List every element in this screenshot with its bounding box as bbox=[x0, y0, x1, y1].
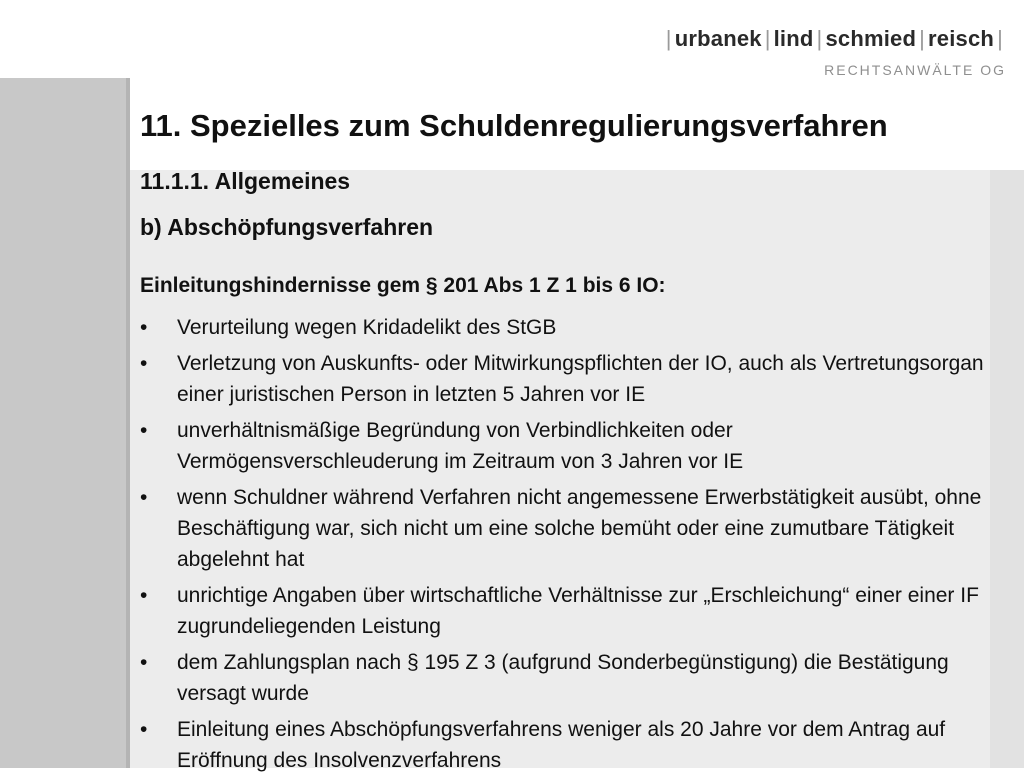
bullet-dot: • bbox=[140, 486, 148, 509]
firm-name-part: lind bbox=[773, 26, 814, 51]
bullet-text: dem Zahlungsplan nach § 195 Z 3 (aufgrund Sonderbegünstigung) die Bestätigung versagt wurde bbox=[177, 651, 949, 705]
logo-separator: | bbox=[665, 26, 672, 51]
firm-name-part: reisch bbox=[928, 26, 995, 51]
bullet-item bbox=[140, 647, 990, 709]
firm-subtitle: RECHTSANWÄLTE OG bbox=[824, 62, 1006, 78]
bullet-dot: • bbox=[140, 718, 148, 741]
bullet-item bbox=[140, 714, 990, 776]
slide-subtitle: 11.1.1. Allgemeines bbox=[140, 168, 351, 194]
bullet-dot: • bbox=[140, 584, 148, 607]
bullet-list bbox=[140, 312, 990, 781]
bullet-item bbox=[140, 580, 990, 642]
bullet-text: wenn Schuldner während Verfahren nicht angemessene Erwerbstätigkeit ausübt, ohne Beschäftigung war, sich nicht um eine solche bemüht oder eine zumutbare Tätigkeit abgelehnt hat bbox=[177, 486, 982, 571]
bullet-text: unrichtige Angaben über wirtschaftliche Verhältnisse zur „Erschleichung“ einer einer IF zugrundeliegenden Leistung bbox=[177, 584, 979, 638]
logo-separator: | bbox=[919, 26, 926, 51]
right-decorative-strip bbox=[990, 170, 1024, 768]
intro-line: Einleitungshindernisse gem § 201 Abs 1 Z 1 bis 6 IO: bbox=[140, 274, 666, 297]
bullet-text: Verurteilung wegen Kridadelikt des StGB bbox=[177, 316, 557, 339]
firm-logo bbox=[663, 26, 1006, 78]
bullet-text: unverhältnismäßige Begründung von Verbindlichkeiten oder Vermögensverschleuderung im Zeitraum von 3 Jahren vor IE bbox=[177, 419, 744, 473]
section-heading: b) Abschöpfungsverfahren bbox=[140, 214, 434, 240]
left-decorative-bar bbox=[0, 78, 126, 768]
bullet-text: Einleitung eines Abschöpfungsverfahrens weniger als 20 Jahre vor dem Antrag auf Eröffnung des Insolvenzverfahrens bbox=[177, 718, 946, 772]
logo-separator: | bbox=[816, 26, 823, 51]
bullet-dot: • bbox=[140, 419, 148, 442]
firm-name-part: urbanek bbox=[674, 26, 762, 51]
bullet-dot: • bbox=[140, 316, 148, 339]
firm-name-part: schmied bbox=[825, 26, 917, 51]
bullet-text: Verletzung von Auskunfts- oder Mitwirkungspflichten der IO, auch als Vertretungsorgan einer juristischen Person in letzten 5 Jahren vor IE bbox=[177, 352, 984, 406]
bullet-item bbox=[140, 348, 990, 410]
bullet-item bbox=[140, 482, 990, 575]
bullet-item bbox=[140, 415, 990, 477]
bullet-item bbox=[140, 312, 990, 343]
logo-separator: | bbox=[764, 26, 771, 51]
logo-separator: | bbox=[997, 26, 1003, 51]
slide-title: 11. Spezielles zum Schuldenregulierungsverfahren bbox=[140, 108, 888, 143]
bullet-dot: • bbox=[140, 651, 148, 674]
firm-name bbox=[663, 26, 1006, 52]
bullet-dot: • bbox=[140, 352, 148, 375]
